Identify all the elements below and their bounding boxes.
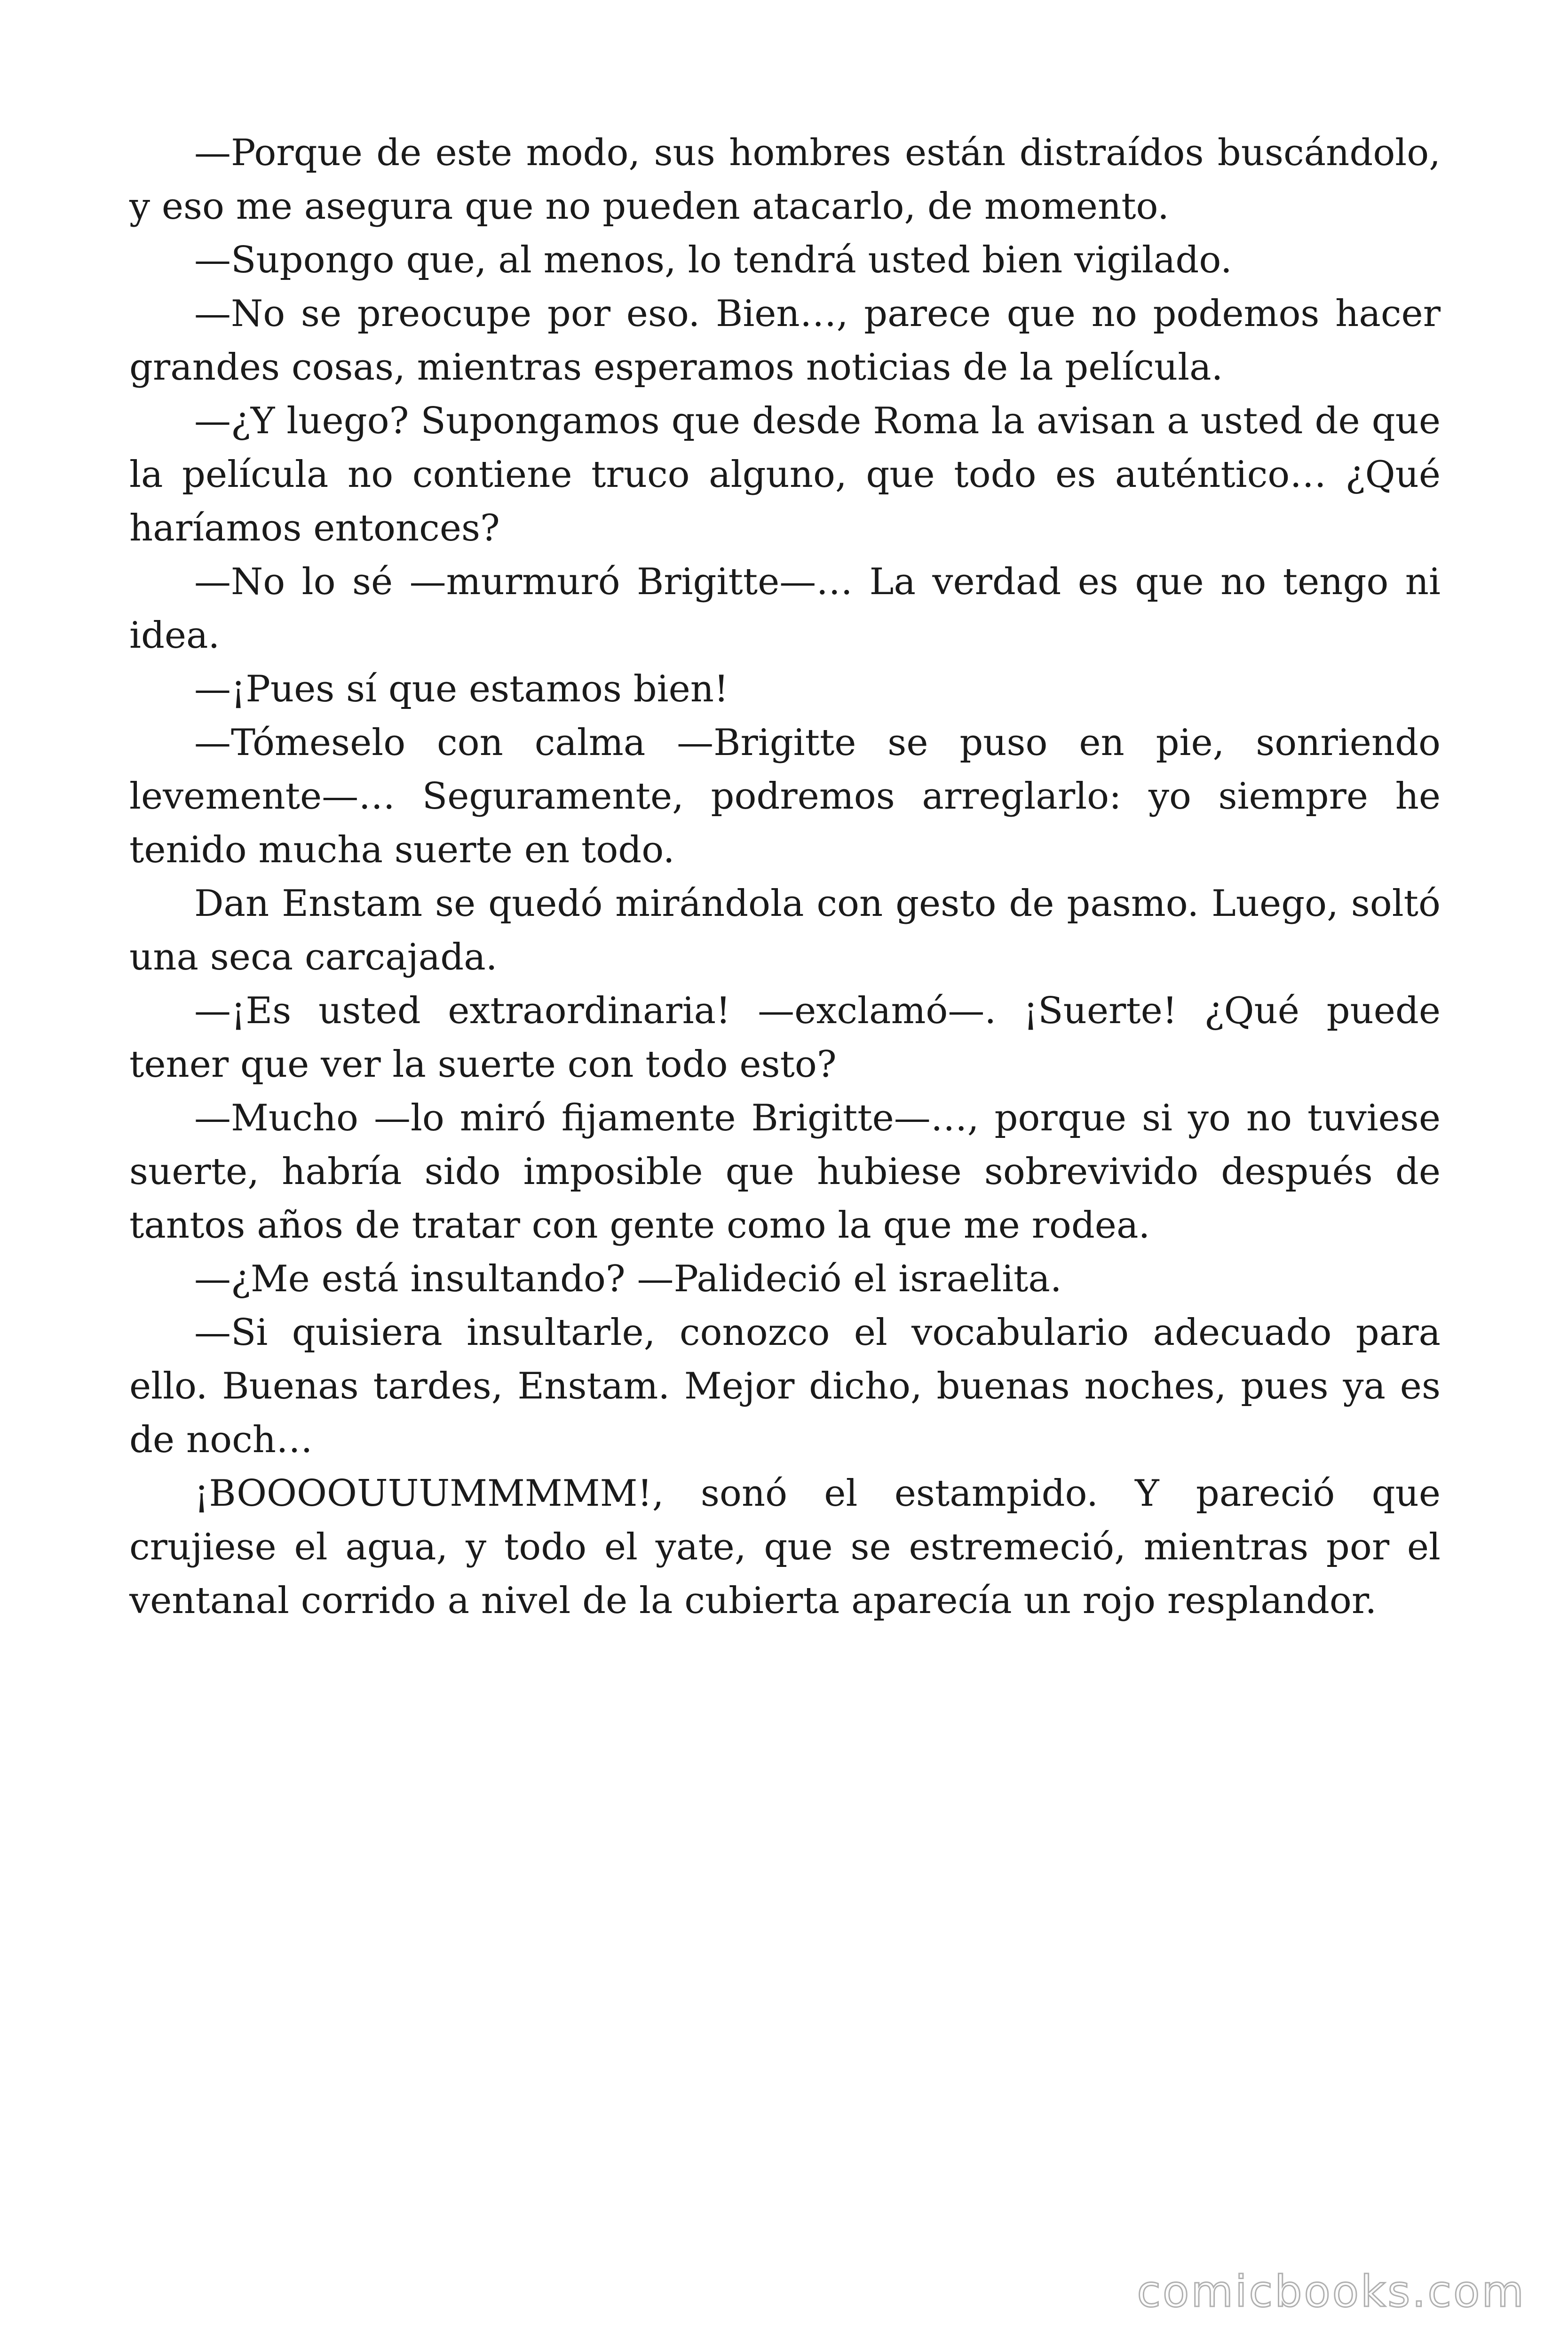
paragraph: —Porque de este modo, sus hombres están distraídos buscándolo, y eso me asegura que no pueden atacarlo, de momento. [129,132,1441,228]
paragraph: —Si quisiera insultarle, conozco el vocabulario adecuado para ello. Buenas tardes, Enstam. Mejor dicho, buenas noches, pues ya es de noch… [129,1311,1441,1461]
paragraph: —¿Me está insultando? —Palideció el israelita. [194,1258,1062,1300]
paragraph: —Tómeselo con calma —Brigitte se puso en pie, sonriendo levemente—… Seguramente, podremos arreglarlo: yo siempre he tenido mucha suerte en todo. [129,722,1441,871]
paragraph: —Supongo que, al menos, lo tendrá usted bien vigilado. [194,239,1232,281]
paragraph: —Mucho —lo miró fijamente Brigitte—…, porque si yo no tuviese suerte, habría sido imposible que hubiese sobrevivido después de tantos años de tratar con gente como la que me rodea. [129,1097,1441,1247]
paragraph: —¡Es usted extraordinaria! —exclamó—. ¡Suerte! ¿Qué puede tener que ver la suerte con todo esto? [129,990,1441,1086]
paragraph: —¡Pues sí que estamos bien! [194,668,729,710]
paragraph: ¡BOOOOUUUMMMMM!, sonó el estampido. Y pareció que crujiese el agua, y todo el yate, que se estremeció, mientras por el ventanal corrido a nivel de la cubierta aparecía un rojo resplandor. [129,1472,1441,1622]
page-text [129,126,1441,1628]
watermark: comicbooks.com [1137,2266,1526,2317]
paragraph: —No lo sé —murmuró Brigitte—… La verdad es que no tengo ni idea. [129,561,1441,657]
paragraph: —No se preocupe por eso. Bien…, parece que no podemos hacer grandes cosas, mientras esperamos noticias de la película. [129,293,1441,389]
paragraph: —¿Y luego? Supongamos que desde Roma la avisan a usted de que la película no contiene truco alguno, que todo es auténtico… ¿Qué haríamos entonces? [129,400,1441,549]
paragraph: Dan Enstam se quedó mirándola con gesto de pasmo. Luego, soltó una seca carcajada. [129,882,1441,978]
